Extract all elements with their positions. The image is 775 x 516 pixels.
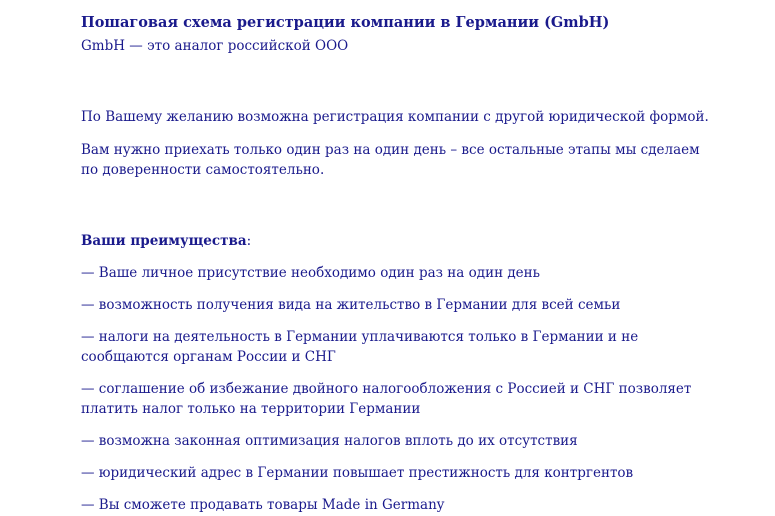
paragraph-one-visit: Вам нужно приехать только один раз на один день – все остальные этапы мы сделаем по доверенности самостоятельно. — [81, 142, 700, 178]
paragraph-legal-form: По Вашему желанию возможна регистрация компании с другой юридической формой. — [81, 109, 709, 125]
benefit-item: — налоги на деятельность в Германии уплачиваются только в Германии и не сообщаются органам России и СНГ — [81, 329, 639, 365]
benefit-item: — возможность получения вида на жительство в Германии для всей семьи — [81, 297, 621, 313]
page-subtitle: GmbH — это аналог российской ООО — [81, 38, 349, 54]
benefits-heading — [81, 231, 721, 251]
document-body — [81, 13, 721, 515]
benefit-item: — Ваше личное присутствие необходимо один раз на один день — [81, 265, 541, 281]
benefit-item: — юридический адрес в Германии повышает престижность для контргентов — [81, 465, 634, 481]
page-title: Пошаговая схема регистрации компании в Германии (GmbH) — [81, 14, 610, 31]
benefit-item: — соглашение об избежание двойного налогообложения с Россией и СНГ позволяет платить налог только на территории Германии — [81, 381, 692, 417]
benefit-item: — Вы сможете продавать товары Made in Germany — [81, 497, 445, 513]
benefit-item: — возможна законная оптимизация налогов вплоть до их отсутствия — [81, 433, 578, 449]
benefits-list — [81, 263, 721, 515]
benefits-heading-colon: : — [246, 233, 252, 249]
benefits-heading-text: Ваши преимущества — [81, 233, 247, 249]
